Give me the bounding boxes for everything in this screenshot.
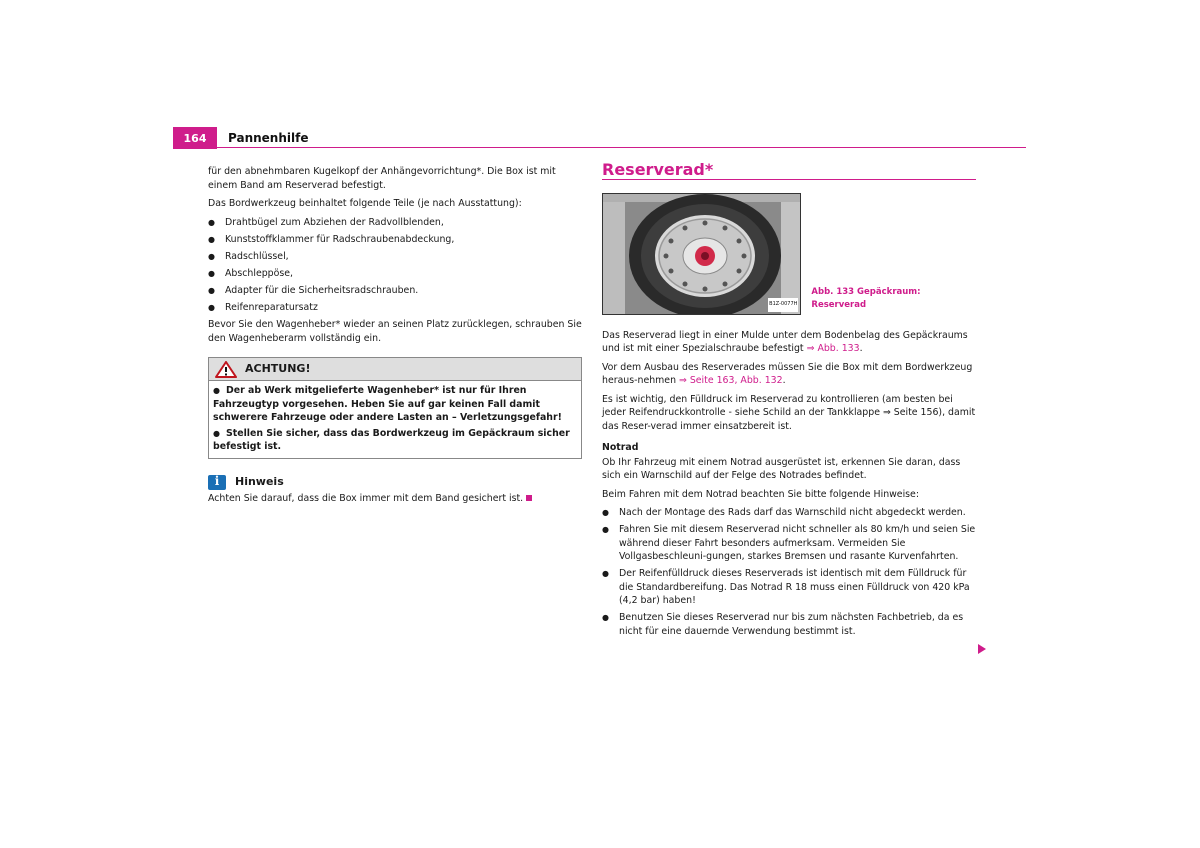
hint-title: Hinweis (235, 475, 284, 489)
notrad-heading: Notrad (602, 442, 639, 453)
warning-box (208, 357, 582, 459)
continue-arrow-icon (978, 644, 986, 654)
list-item: ● Nach der Montage des Rads darf das Warnschild nicht abgedeckt werden. (602, 506, 976, 520)
hint-box (208, 475, 582, 506)
list-item: ● Reifenreparatursatz (208, 301, 582, 315)
info-icon: i (208, 475, 226, 490)
figure-caption: Abb. 133 Gepäckraum: Reserverad (811, 286, 921, 310)
page-header (173, 127, 1026, 149)
hint-text-paragraph (208, 492, 582, 506)
page-reference-link[interactable]: ⇒ Seite 163, Abb. 132 (679, 375, 783, 386)
toolkit-intro: Das Bordwerkzeug beinhaltet folgende Teile (je nach Ausstattung): (208, 198, 522, 209)
spare-wheel-illustration (603, 194, 801, 314)
warning-title: ACHTUNG! (245, 362, 311, 376)
warning-item-text: Stellen Sie sicher, dass das Bordwerkzeug im Gepäckraum sicher befestigt ist. (213, 427, 570, 452)
list-item: ● Der Reifenfülldruck dieses Reserverads ist identisch mit dem Fülldruck für die Standardbereifung. Das Notrad R 18 muss einen Fülldruck von 420 kPa (4,2 bar) haben! (602, 567, 976, 608)
list-item: ● Drahtbügel zum Abziehen der Radvollblenden, (208, 216, 582, 230)
list-item: ● Benutzen Sie dieses Reserverad nur bis zum nächsten Fachbetrieb, da es nicht für eine dauernde Verwendung bestimmt ist. (602, 611, 976, 638)
spare-wheel-figure (602, 193, 801, 315)
paragraph: Vor dem Ausbau des Reserverades müssen Sie die Box mit dem Bordwerkzeug heraus-nehmen ⇒ Seite 163, Abb. 132. (602, 361, 973, 386)
section-title: Pannenhilfe (228, 131, 309, 145)
end-mark-icon (526, 495, 532, 501)
bullet-icon: ● (213, 428, 220, 438)
paragraph: Das Reserverad liegt in einer Mulde unter dem Bodenbelag des Gepäckraums und ist mit einer Spezialschraube befestigt ⇒ Abb. 133. (602, 329, 968, 354)
header-rule (217, 147, 1026, 148)
left-column (208, 165, 582, 510)
list-item: ● Fahren Sie mit diesem Reserverad nicht schneller als 80 km/h und seien Sie während dieser Fahrt besonders aufmerksam. Vermeiden Sie Vollgasbeschleuni-gungen, starkes Bremsen und rasante Kurvenfahrten. (602, 523, 976, 564)
page-number: 164 (173, 127, 217, 149)
notrad-list (602, 506, 976, 638)
warning-body (209, 381, 581, 458)
warning-header (209, 358, 581, 381)
warning-item (213, 384, 577, 425)
list-item: ● Adapter für die Sicherheitsradschrauben. (208, 284, 582, 298)
intro-paragraph: für den abnehmbaren Kugelkopf der Anhängevorrichtung*. Die Box ist mit einem Band am Reserverad befestigt. (208, 166, 556, 191)
list-item: ● Abschleppöse, (208, 267, 582, 281)
paragraph: Ob Ihr Fahrzeug mit einem Notrad ausgerüstet ist, erkennen Sie daran, dass sich ein Warnschild auf der Felge des Notrades befindet. (602, 456, 961, 481)
paragraph-text: Das Reserverad liegt in einer Mulde unter dem Bodenbelag des Gepäckraums und ist mit einer Spezialschraube befestigt (602, 329, 968, 354)
bullet-icon: ● (213, 386, 220, 395)
figure-row (602, 193, 976, 315)
figure-code: B1Z-0077H (768, 298, 798, 312)
warning-triangle-icon (215, 361, 237, 378)
hint-header (208, 475, 582, 490)
paragraph: Beim Fahren mit dem Notrad beachten Sie bitte folgende Hinweise: (602, 488, 919, 500)
warning-item-text: Der ab Werk mitgelieferte Wagenheber* ist nur für Ihren Fahrzeugtyp vorgesehen. Heben Sie auf gar keinen Fall damit schwerere Fahrzeuge oder andere Lasten an – Verletzungsgefahr! (213, 385, 562, 423)
right-column (602, 160, 976, 642)
jack-note: Bevor Sie den Wagenheber* wieder an seinen Platz zurücklegen, schrauben Sie den Wagenheberarm vollständig ein. (208, 319, 582, 344)
paragraph-text: Vor dem Ausbau des Reserverades müssen Sie die Box mit dem Bordwerkzeug heraus-nehmen (602, 361, 973, 386)
reserverad-heading: Reserverad* (602, 163, 976, 180)
hint-text: Achten Sie darauf, dass die Box immer mit dem Band gesichert ist. (208, 492, 524, 504)
figure-reference-link[interactable]: ⇒ Abb. 133 (806, 343, 860, 354)
toolkit-list (208, 216, 582, 315)
paragraph: Es ist wichtig, den Fülldruck im Reserverad zu kontrollieren (am besten bei jeder Reifendruckkontrolle - siehe Schild an der Tankklappe ⇒ Seite 156), damit das Reser-verad immer einsatzbereit ist. (602, 393, 976, 432)
warning-item (213, 427, 577, 454)
list-item: ● Radschlüssel, (208, 250, 582, 264)
list-item: ● Kunststoffklammer für Radschraubenabdeckung, (208, 233, 582, 247)
